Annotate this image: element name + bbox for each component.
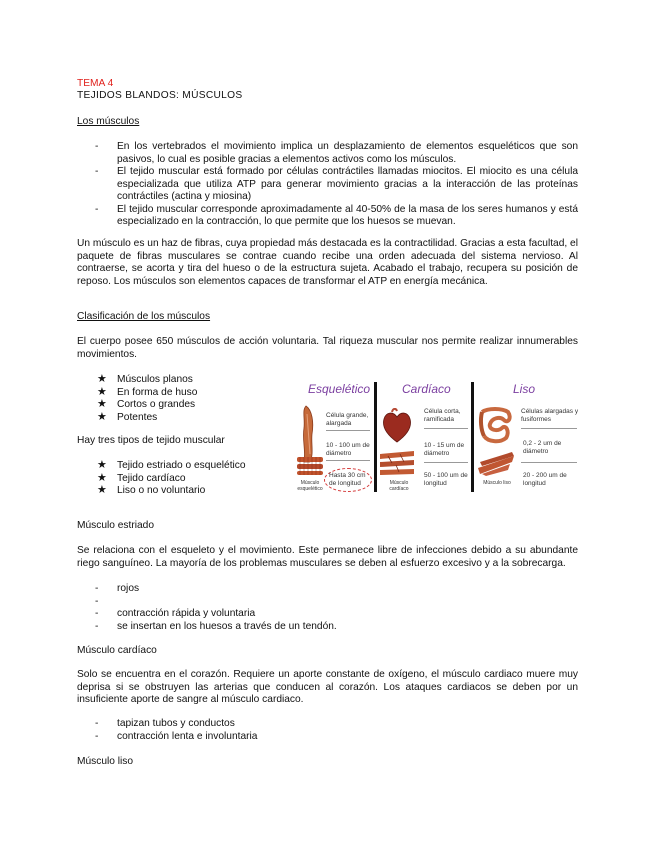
list-item: ★ En forma de huso [97,385,198,398]
topic-label: TEMA 4 [77,78,114,89]
divider [521,462,577,463]
list-item: ★ Cortos o grandes [97,398,196,410]
figure-separator [471,382,474,492]
list-item: - El tejido muscular está formado por células contráctiles llamadas miocitos. El miocito es una célula especializada que utiliza ATP para generar movimiento gracias a la interacción de las proteínas contráctiles (actina y miosina) [95,166,578,202]
section-heading-liso: Músculo liso [77,756,134,767]
list-item: ★ Músculos planos [97,373,193,385]
star-icon: ★ [97,398,107,410]
list-item: ★ Liso o no voluntario [97,484,206,496]
liso-caption: Músculo liso [483,480,511,486]
star-icon: ★ [97,373,107,385]
list-item: - El tejido muscular corresponde aproximadamente al 40-50% de la masa de los seres humanos y está especializado en la contracción, lo que permite que los huesos se muevan. [95,203,578,227]
liso-desc-2: 0,2 - 2 um de diámetro [523,440,562,455]
shapes-list [97,374,287,424]
list-item: - se insertan en los huesos a través de un tendón. [95,620,337,632]
esqueletico-desc-2: 10 - 100 um de diámetro [326,442,370,457]
divider [326,430,370,431]
section-heading-musculos: Los músculos [77,116,140,127]
figure-title-cardiaco: Cardíaco [402,382,451,396]
estriado-paragraph: Se relaciona con el esqueleto y el movimiento. Este permanece libre de infecciones debido a su abundante riego sanguíneo. La mayoría de los problemas musculares se deben al esfuerzo excesivo y a la sobrecarga. [77,545,578,569]
list-item: ★ Potentes [97,410,158,423]
musculos-bullet-list [95,141,578,229]
estriado-bullet-list [95,583,565,633]
clasificacion-paragraph: El cuerpo posee 650 músculos de acción voluntaria. Tal riqueza muscular nos permite realizar innumerables movimientos. [77,336,578,360]
muscle-types-figure [296,380,582,498]
divider [326,460,370,461]
page-title: TEJIDOS BLANDOS: MÚSCULOS [77,90,243,101]
esqueletico-caption: Músculo esquelético [297,480,323,492]
cardiaco-desc-2: 10 - 15 um de diámetro [424,442,465,457]
esqueletico-desc-3: Hasta 30 cm de longitud [329,472,366,487]
liso-desc-3: 20 - 200 um de longitud [523,472,567,487]
cardiaco-paragraph: Solo se encuentra en el corazón. Requiere un aporte constante de oxígeno, el músculo cardiaco muere muy deprisa si se obstruyen las arterias que conducen al corazón. Los ataques cardiacos se deben por un insuficiente aporte de sangre al músculo cardiaco. [77,669,578,705]
star-icon: ★ [97,471,107,484]
divider [424,428,468,429]
list-item: - En los vertebrados el movimiento implica un desplazamiento de elementos esqueléticos que son pasivos, lo cual es posible gracias a elementos activos como los músculos. [95,141,578,165]
list-item: - contracción rápida y voluntaria [95,608,256,619]
types-list [97,460,287,498]
cardiaco-desc-3: 50 - 100 um de longitud [424,472,468,487]
figure-separator [374,382,377,492]
list-item: ★ Tejido estriado o esquelético [97,459,246,471]
types-intro: Hay tres tipos de tejido muscular [77,435,225,446]
cardiaco-caption: Músculo cardíaco [389,480,409,492]
section-heading-estriado: Músculo estriado [77,520,155,531]
section-heading-clasificacion: Clasificación de los músculos [77,311,211,322]
star-icon: ★ [97,385,107,398]
cardiac-fiber-illustration [378,448,416,478]
star-icon: ★ [97,459,107,471]
figure-title-liso: Liso [513,382,536,396]
star-icon: ★ [97,410,107,423]
list-item: - [95,595,99,607]
list-item: ★ Tejido cardíaco [97,471,186,484]
cardiaco-bullet-list [95,718,565,743]
intestine-illustration [478,406,512,444]
skeletal-fiber-illustration [296,454,324,476]
list-item: - rojos [95,583,140,594]
divider [424,462,468,463]
list-item: - tapizan tubos y conductos [95,718,235,729]
divider [521,428,577,429]
liso-desc-1: Células alargadas y fusiformes [521,408,579,423]
cardiaco-desc-1: Célula corta, ramificada [424,408,461,423]
smooth-fiber-illustration [476,450,516,476]
star-icon: ★ [97,484,107,496]
musculos-paragraph: Un músculo es un haz de fibras, cuya propiedad más destacada es la contractilidad. Gracias a esta facultad, el paquete de fibras musculares se contrae cuando recibe una orden adecuada del sistema nervioso. Al contraerse, se acorta y tira del hueso o de la estructura sujeta. Acabado el trabajo, recupera su posición de reposo. Los músculos son elementos capaces de transformar el ATP en energía mecánica. [77,238,578,287]
figure-title-esqueletico: Esquelético [308,382,371,396]
section-heading-cardiaco: Músculo cardíaco [77,645,157,656]
heart-illustration [380,408,414,444]
list-item: - contracción lenta e involuntaria [95,730,258,742]
esqueletico-desc-1: Célula grande, alargada [326,412,369,427]
